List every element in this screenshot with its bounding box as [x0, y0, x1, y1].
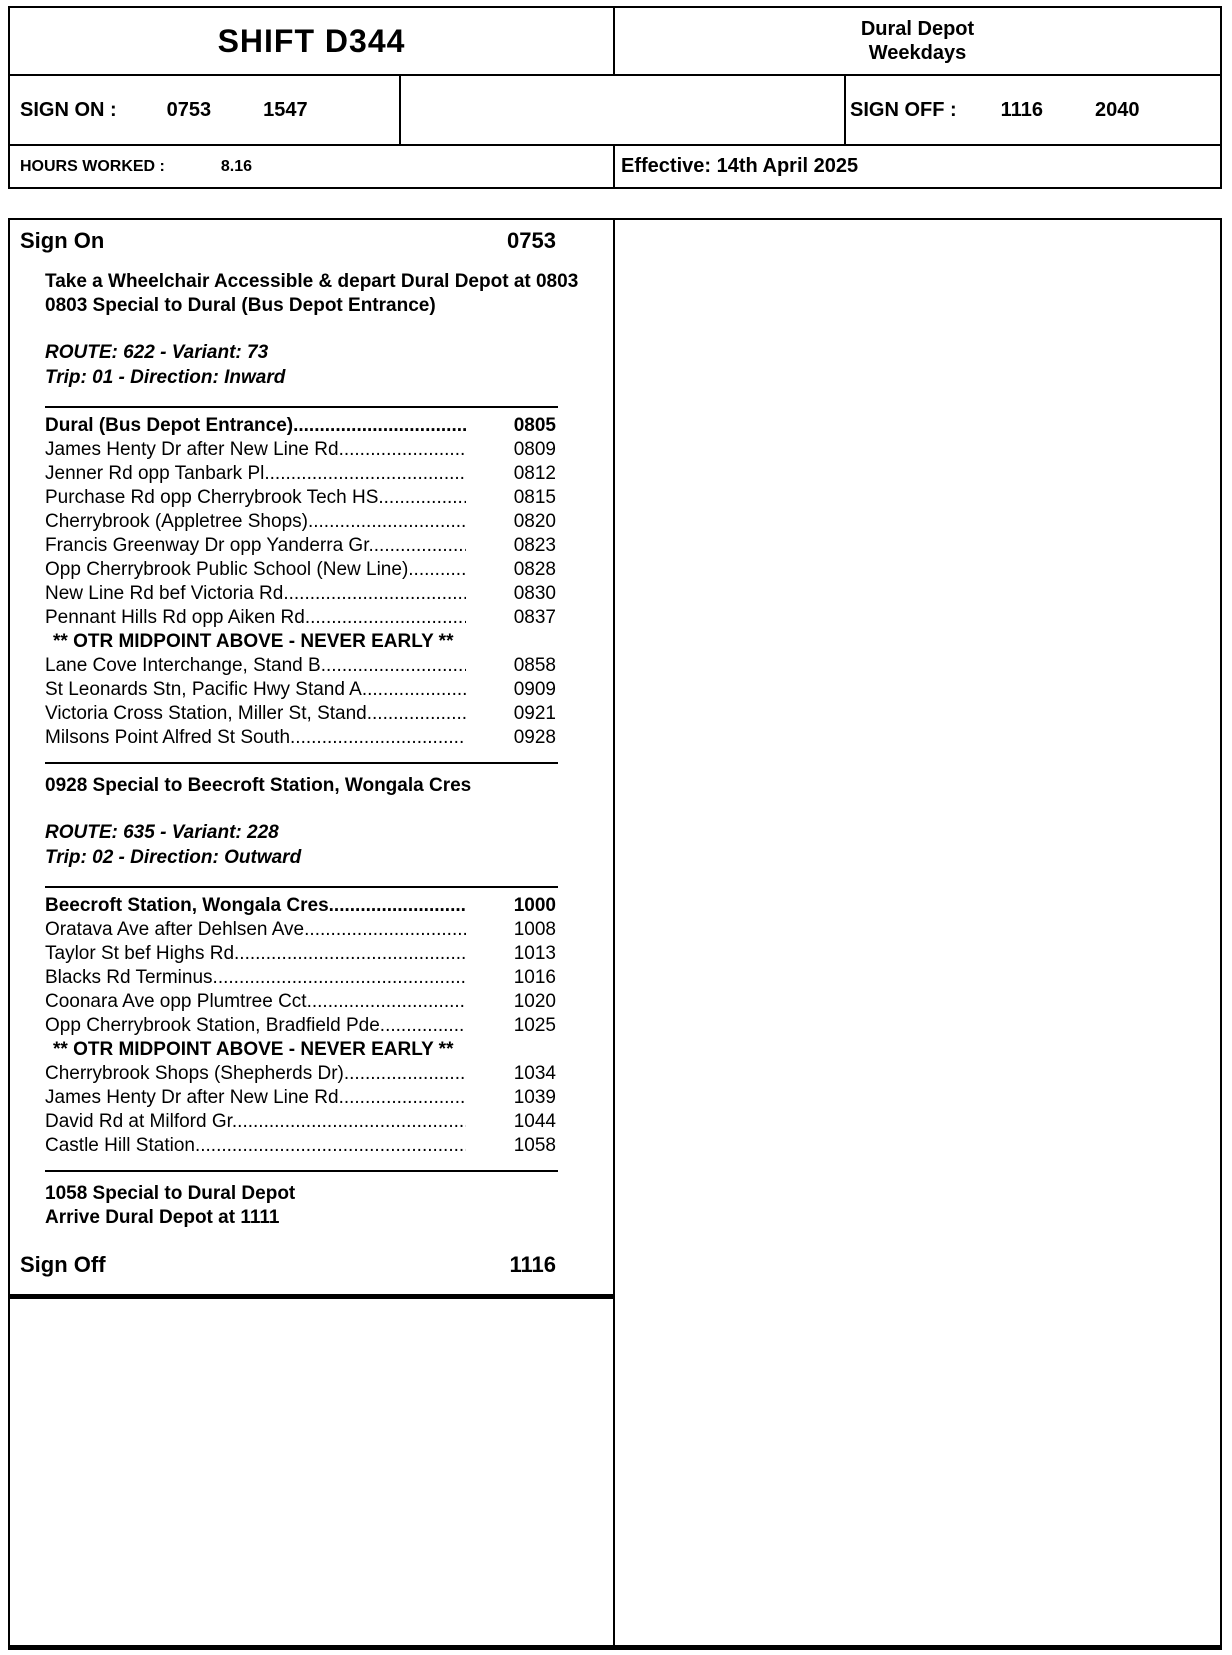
stop-row [45, 990, 556, 1014]
stop-time: 0921 [513, 703, 556, 724]
stop-row [45, 1062, 556, 1086]
depot-name: Dural Depot [860, 18, 975, 40]
stop-name: Dural (Bus Depot Entrance) ..... [45, 414, 466, 438]
stop-name: New Line Rd bef Victoria Rd ..... [45, 582, 466, 606]
stop-time: 0928 [513, 727, 556, 748]
note-line: Take a Wheelchair Accessible & depart Dural Depot at 0803 [45, 271, 579, 292]
stop-row [45, 894, 556, 918]
schedule-flow [10, 270, 613, 1230]
stop-row [45, 678, 556, 702]
sign-off-heading: Sign Off [20, 1252, 106, 1277]
sign-on-row [20, 226, 556, 256]
stop-time: 1016 [513, 967, 556, 988]
stop-row [45, 1086, 556, 1110]
trip-end-notes-2 [45, 1182, 583, 1230]
stop-row [45, 702, 556, 726]
header-row-sign-times [10, 76, 1220, 146]
otr-midpoint-note: ** OTR MIDPOINT ABOVE - NEVER EARLY ** [53, 1039, 454, 1060]
stop-time: 1039 [513, 1087, 556, 1108]
stop-row [45, 942, 556, 966]
sign-on-time-2: 1547 [263, 98, 308, 121]
trip-end-notes-1 [45, 774, 583, 798]
hours-worked-label: HOURS WORKED : [20, 157, 165, 175]
stop-name: James Henty Dr after New Line Rd ..... [45, 438, 466, 462]
sign-off-label: SIGN OFF : [850, 98, 957, 121]
separator-line [45, 1170, 558, 1172]
stop-name: Coonara Ave opp Plumtree Cct ..... [45, 990, 466, 1014]
stop-name: Blacks Rd Terminus ..... [45, 966, 466, 990]
sign-off-row [20, 1250, 556, 1280]
stop-name: Victoria Cross Station, Miller St, Stand ..... [45, 702, 466, 726]
route-info-1 [45, 340, 583, 390]
effective-date: Effective: 14th April 2025 [621, 155, 859, 177]
sign-off-time-1: 1116 [1000, 98, 1043, 121]
stop-name: Pennant Hills Rd opp Aiken Rd ..... [45, 606, 466, 630]
stop-name: St Leonards Stn, Pacific Hwy Stand A ..... [45, 678, 466, 702]
schedule-column [10, 220, 615, 1645]
sign-on-notes [45, 270, 583, 318]
stop-time: 0909 [513, 679, 556, 700]
sign-on-heading: Sign On [20, 228, 105, 253]
depot-cell [615, 8, 1220, 74]
stop-name: Cherrybrook (Appletree Shops) ..... [45, 510, 466, 534]
stop-row [45, 438, 556, 462]
stop-row [45, 558, 556, 582]
sign-off-time: 1116 [509, 1252, 556, 1277]
stop-name: Taylor St bef Highs Rd ..... [45, 942, 466, 966]
stop-name: Milsons Point Alfred St South ..... [45, 726, 466, 750]
sign-on-time: 0753 [507, 228, 556, 253]
stop-row [45, 1110, 556, 1134]
empty-right-column [615, 220, 1220, 1645]
stop-time: 0805 [513, 415, 556, 436]
stop-row [45, 1134, 556, 1158]
stop-name: Lane Cove Interchange, Stand B ..... [45, 654, 466, 678]
stop-row [45, 1014, 556, 1038]
stop-row [45, 510, 556, 534]
empty-middle-cell [401, 76, 846, 144]
stop-time: 0820 [513, 511, 556, 532]
header-row-title [10, 8, 1220, 76]
note-line: Arrive Dural Depot at 1111 [45, 1207, 280, 1228]
stop-name: David Rd at Milford Gr ..... [45, 1110, 466, 1134]
note-line: 1058 Special to Dural Depot [45, 1183, 296, 1204]
header-table [8, 6, 1222, 189]
stop-time: 0837 [513, 607, 556, 628]
duty-box [8, 218, 1222, 1650]
stop-row [45, 918, 556, 942]
separator-line [45, 886, 558, 888]
stop-name: Opp Cherrybrook Public School (New Line) ..... [45, 558, 466, 582]
stop-name: Beecroft Station, Wongala Cres ..... [45, 894, 466, 918]
stop-time: 0815 [513, 487, 556, 508]
header-row-hours [10, 146, 1220, 187]
trip-line: Trip: 01 - Direction: Inward [45, 367, 286, 388]
sign-on-cell [10, 76, 401, 144]
separator-line [45, 762, 558, 764]
stop-name: Purchase Rd opp Cherrybrook Tech HS ..... [45, 486, 466, 510]
stop-time: 0830 [513, 583, 556, 604]
stop-row [45, 486, 556, 510]
stop-name: Jenner Rd opp Tanbark Pl ..... [45, 462, 466, 486]
stop-time: 1008 [513, 919, 556, 940]
stop-name: Castle Hill Station ..... [45, 1134, 466, 1158]
separator-line [45, 406, 558, 408]
sign-off-cell [846, 76, 1220, 144]
route-info-2 [45, 820, 583, 870]
stop-row [45, 726, 556, 750]
stop-row [45, 966, 556, 990]
note-line: 0803 Special to Dural (Bus Depot Entrance) [45, 295, 436, 316]
route-line: ROUTE: 622 - Variant: 73 [45, 342, 269, 363]
stop-time: 0858 [513, 655, 556, 676]
day-type: Weekdays [868, 42, 967, 64]
stop-row [45, 654, 556, 678]
stop-name: Francis Greenway Dr opp Yanderra Gr ..... [45, 534, 466, 558]
stop-time: 1058 [513, 1135, 556, 1156]
stop-time: 0828 [513, 559, 556, 580]
sign-off-time-2: 2040 [1094, 98, 1140, 121]
note-line: 0928 Special to Beecroft Station, Wongala Cres [45, 775, 472, 796]
stop-row [45, 534, 556, 558]
stop-row [45, 606, 556, 630]
sign-on-label: SIGN ON : [20, 98, 117, 121]
stop-time: 1025 [513, 1015, 556, 1036]
stop-name: James Henty Dr after New Line Rd ..... [45, 1086, 466, 1110]
stop-time: 1000 [513, 895, 556, 916]
stop-list-2 [45, 894, 556, 1158]
stop-time: 0823 [513, 535, 556, 556]
stop-row [45, 414, 556, 438]
otr-midpoint-note: ** OTR MIDPOINT ABOVE - NEVER EARLY ** [53, 631, 454, 652]
stop-list-1 [45, 414, 556, 750]
stop-name: Opp Cherrybrook Station, Bradfield Pde ..... [45, 1014, 466, 1038]
stop-time: 0812 [513, 463, 556, 484]
shift-title: SHIFT D344 [10, 8, 615, 74]
stop-time: 1044 [513, 1111, 556, 1132]
stop-name: Cherrybrook Shops (Shepherds Dr) ..... [45, 1062, 466, 1086]
stop-name: Oratava Ave after Dehlsen Ave ..... [45, 918, 466, 942]
stop-time: 0809 [513, 439, 556, 460]
stop-time: 1020 [513, 991, 556, 1012]
stop-time: 1034 [513, 1063, 556, 1084]
stop-row [45, 582, 556, 606]
trip-line: Trip: 02 - Direction: Outward [45, 847, 302, 868]
stop-row [45, 462, 556, 486]
route-line: ROUTE: 635 - Variant: 228 [45, 822, 279, 843]
sign-on-time-1: 0753 [166, 98, 212, 121]
sign-off-rule [10, 1294, 613, 1299]
stop-time: 1013 [513, 943, 556, 964]
hours-worked-cell [10, 146, 615, 187]
hours-worked-value: 8.16 [220, 157, 253, 175]
